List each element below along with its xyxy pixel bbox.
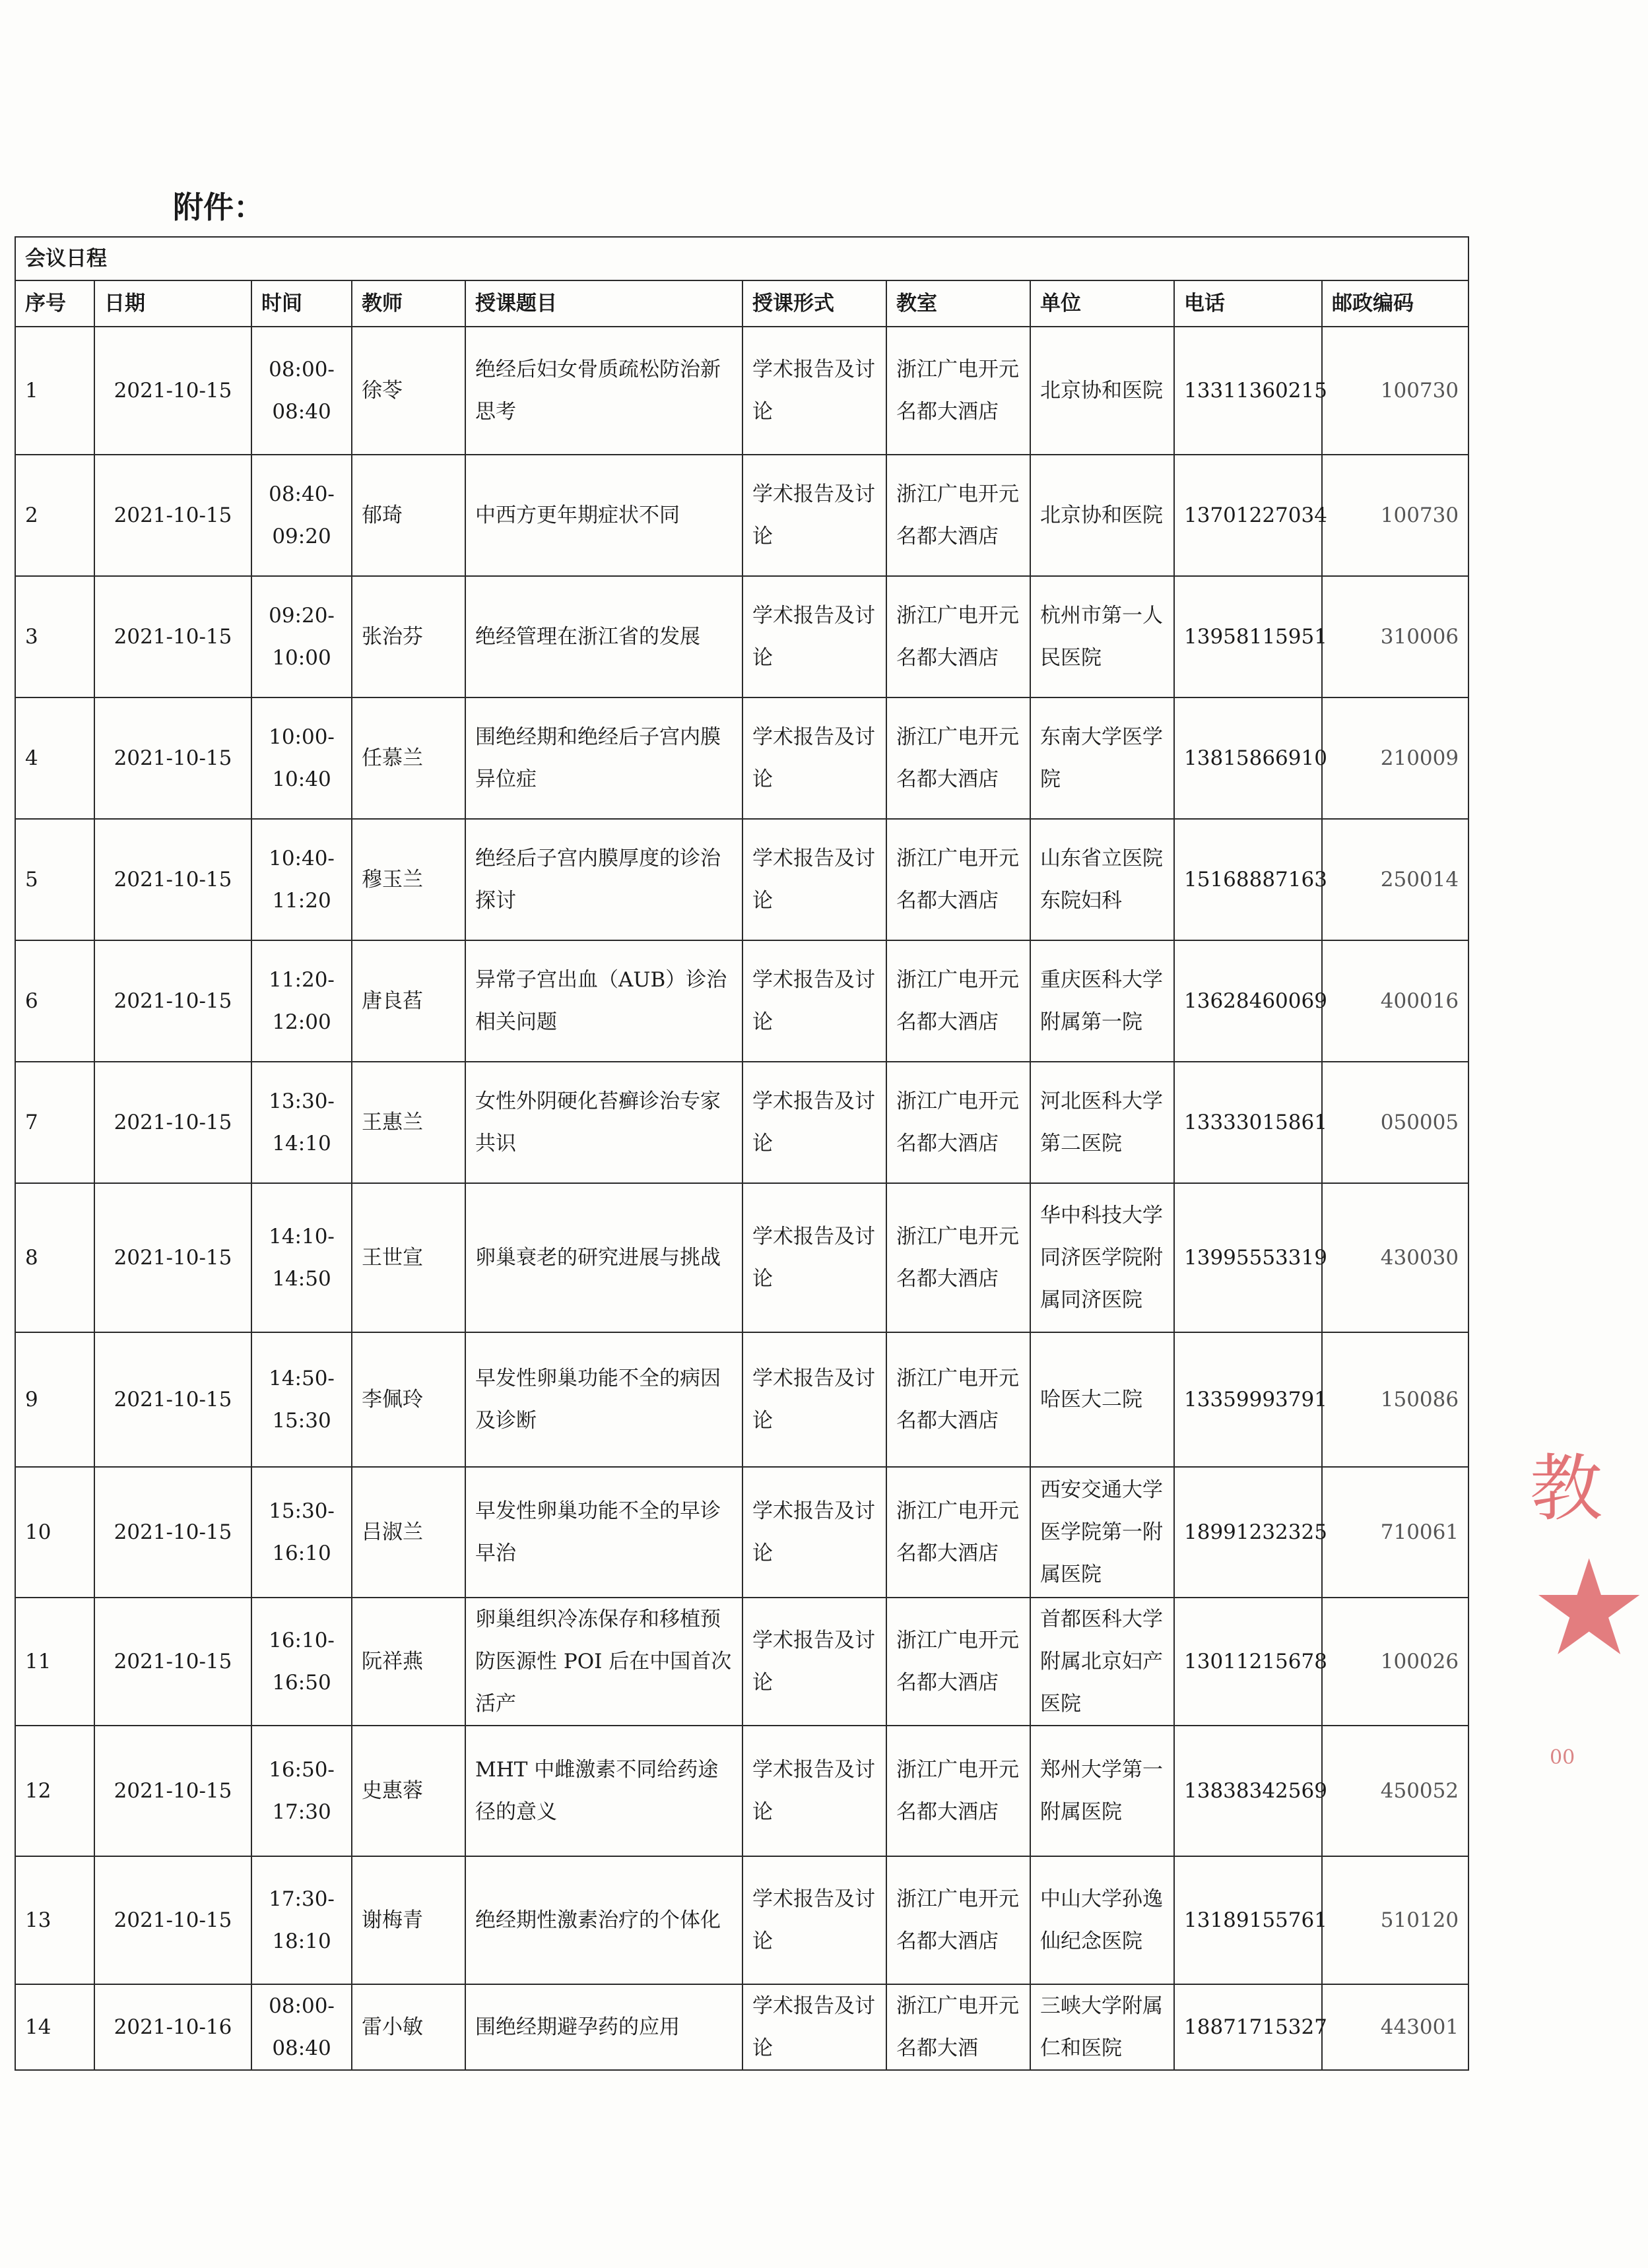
cell-phone: 15168887163	[1174, 819, 1322, 940]
cell-no: 10	[15, 1467, 94, 1598]
cell-format: 学术报告及讨论	[742, 819, 886, 940]
col-header-format: 授课形式	[742, 280, 886, 327]
col-header-no: 序号	[15, 280, 94, 327]
cell-no: 5	[15, 819, 94, 940]
cell-date: 2021-10-15	[94, 1726, 251, 1856]
red-seal-stamp	[1530, 1431, 1648, 1800]
table-row	[15, 576, 1468, 697]
table-row	[15, 1062, 1468, 1183]
col-header-phone: 电话	[1174, 280, 1322, 327]
cell-no: 1	[15, 327, 94, 455]
cell-phone: 13333015861	[1174, 1062, 1322, 1183]
cell-topic: 早发性卵巢功能不全的早诊早治	[465, 1467, 742, 1598]
cell-teacher: 郁琦	[352, 455, 465, 576]
cell-format: 学术报告及讨论	[742, 1856, 886, 1984]
cell-time: 16:10-16:50	[251, 1598, 352, 1726]
header-row	[15, 280, 1468, 327]
cell-zip: 050005	[1322, 1062, 1468, 1183]
cell-zip: 443001	[1322, 1984, 1468, 2070]
cell-date: 2021-10-15	[94, 576, 251, 697]
cell-format: 学术报告及讨论	[742, 697, 886, 819]
cell-room: 浙江广电开元名都大酒店	[886, 1467, 1030, 1598]
cell-date: 2021-10-15	[94, 1183, 251, 1332]
cell-unit: 首都医科大学附属北京妇产医院	[1030, 1598, 1174, 1726]
cell-topic: 绝经管理在浙江省的发展	[465, 576, 742, 697]
cell-teacher: 唐良萏	[352, 940, 465, 1062]
cell-room: 浙江广电开元名都大酒店	[886, 1332, 1030, 1467]
cell-unit: 北京协和医院	[1030, 327, 1174, 455]
cell-phone: 13311360215	[1174, 327, 1322, 455]
cell-zip: 150086	[1322, 1332, 1468, 1467]
table-row	[15, 940, 1468, 1062]
cell-room: 浙江广电开元名都大酒店	[886, 940, 1030, 1062]
col-header-teacher: 教师	[352, 280, 465, 327]
cell-date: 2021-10-15	[94, 697, 251, 819]
cell-date: 2021-10-15	[94, 1598, 251, 1726]
cell-zip: 510120	[1322, 1856, 1468, 1984]
col-header-room: 教室	[886, 280, 1030, 327]
schedule-table	[15, 236, 1469, 2071]
cell-topic: 女性外阴硬化苔癣诊治专家共识	[465, 1062, 742, 1183]
cell-phone: 13359993791	[1174, 1332, 1322, 1467]
table-row	[15, 1598, 1468, 1726]
table-row	[15, 1467, 1468, 1598]
cell-format: 学术报告及讨论	[742, 327, 886, 455]
cell-no: 3	[15, 576, 94, 697]
cell-topic: 异常子宫出血（AUB）诊治相关问题	[465, 940, 742, 1062]
cell-date: 2021-10-15	[94, 1467, 251, 1598]
cell-unit: 重庆医科大学附属第一院	[1030, 940, 1174, 1062]
cell-time: 11:20-12:00	[251, 940, 352, 1062]
cell-teacher: 李佩玲	[352, 1332, 465, 1467]
cell-no: 13	[15, 1856, 94, 1984]
cell-teacher: 吕淑兰	[352, 1467, 465, 1598]
cell-date: 2021-10-15	[94, 327, 251, 455]
cell-unit: 华中科技大学同济医学院附属同济医院	[1030, 1183, 1174, 1332]
col-header-time: 时间	[251, 280, 352, 327]
cell-no: 8	[15, 1183, 94, 1332]
table-row	[15, 819, 1468, 940]
cell-format: 学术报告及讨论	[742, 1467, 886, 1598]
cell-unit: 西安交通大学医学院第一附属医院	[1030, 1467, 1174, 1598]
cell-room: 浙江广电开元名都大酒店	[886, 1856, 1030, 1984]
cell-unit: 山东省立医院东院妇科	[1030, 819, 1174, 940]
cell-zip: 250014	[1322, 819, 1468, 940]
cell-room: 浙江广电开元名都大酒店	[886, 455, 1030, 576]
cell-time: 08:40-09:20	[251, 455, 352, 576]
cell-topic: 早发性卵巢功能不全的病因及诊断	[465, 1332, 742, 1467]
cell-teacher: 雷小敏	[352, 1984, 465, 2070]
cell-time: 15:30-16:10	[251, 1467, 352, 1598]
cell-format: 学术报告及讨论	[742, 1726, 886, 1856]
cell-phone: 13011215678	[1174, 1598, 1322, 1726]
cell-format: 学术报告及讨论	[742, 1332, 886, 1467]
cell-zip: 210009	[1322, 697, 1468, 819]
cell-no: 7	[15, 1062, 94, 1183]
table-title: 会议日程	[15, 237, 1468, 280]
cell-teacher: 徐苓	[352, 327, 465, 455]
cell-zip: 100026	[1322, 1598, 1468, 1726]
table-row	[15, 455, 1468, 576]
cell-room: 浙江广电开元名都大酒店	[886, 697, 1030, 819]
cell-phone: 18871715327	[1174, 1984, 1322, 2070]
cell-time: 14:50-15:30	[251, 1332, 352, 1467]
table-row	[15, 1332, 1468, 1467]
cell-unit: 哈医大二院	[1030, 1332, 1174, 1467]
cell-no: 14	[15, 1984, 94, 2070]
cell-room: 浙江广电开元名都大酒店	[886, 819, 1030, 940]
cell-date: 2021-10-15	[94, 940, 251, 1062]
stamp-digits: 00	[1550, 1746, 1575, 1769]
cell-no: 2	[15, 455, 94, 576]
cell-unit: 杭州市第一人民医院	[1030, 576, 1174, 697]
cell-time: 08:00-08:40	[251, 327, 352, 455]
cell-date: 2021-10-16	[94, 1984, 251, 2070]
cell-topic: 卵巢衰老的研究进展与挑战	[465, 1183, 742, 1332]
cell-time: 17:30-18:10	[251, 1856, 352, 1984]
cell-topic: 绝经后子宫内膜厚度的诊治探讨	[465, 819, 742, 940]
cell-no: 4	[15, 697, 94, 819]
table-body	[15, 327, 1468, 2070]
cell-teacher: 史惠蓉	[352, 1726, 465, 1856]
cell-room: 浙江广电开元名都大酒店	[886, 576, 1030, 697]
cell-room: 浙江广电开元名都大酒店	[886, 327, 1030, 455]
cell-zip: 400016	[1322, 940, 1468, 1062]
cell-topic: 绝经期性激素治疗的个体化	[465, 1856, 742, 1984]
table-row	[15, 697, 1468, 819]
cell-phone: 18991232325	[1174, 1467, 1322, 1598]
cell-time: 13:30-14:10	[251, 1062, 352, 1183]
cell-teacher: 王惠兰	[352, 1062, 465, 1183]
cell-unit: 中山大学孙逸仙纪念医院	[1030, 1856, 1174, 1984]
cell-phone: 13815866910	[1174, 697, 1322, 819]
cell-phone: 13701227034	[1174, 455, 1322, 576]
cell-room: 浙江广电开元名都大酒店	[886, 1598, 1030, 1726]
cell-phone: 13189155761	[1174, 1856, 1322, 1984]
table-row	[15, 327, 1468, 455]
cell-unit: 北京协和医院	[1030, 455, 1174, 576]
cell-phone: 13628460069	[1174, 940, 1322, 1062]
cell-room: 浙江广电开元名都大酒	[886, 1984, 1030, 2070]
cell-date: 2021-10-15	[94, 1332, 251, 1467]
col-header-topic: 授课题目	[465, 280, 742, 327]
cell-topic: MHT 中雌激素不同给药途径的意义	[465, 1726, 742, 1856]
cell-zip: 430030	[1322, 1183, 1468, 1332]
cell-format: 学术报告及讨论	[742, 940, 886, 1062]
cell-no: 11	[15, 1598, 94, 1726]
cell-topic: 卵巢组织冷冻保存和移植预防医源性 POI 后在中国首次活产	[465, 1598, 742, 1726]
cell-format: 学术报告及讨论	[742, 1062, 886, 1183]
cell-format: 学术报告及讨论	[742, 1598, 886, 1726]
table-row	[15, 1856, 1468, 1984]
cell-format: 学术报告及讨论	[742, 576, 886, 697]
cell-zip: 100730	[1322, 455, 1468, 576]
cell-time: 10:00-10:40	[251, 697, 352, 819]
cell-date: 2021-10-15	[94, 455, 251, 576]
attachment-label: 附件：	[173, 189, 264, 225]
cell-teacher: 张治芬	[352, 576, 465, 697]
cell-unit: 三峡大学附属仁和医院	[1030, 1984, 1174, 2070]
cell-date: 2021-10-15	[94, 1856, 251, 1984]
cell-teacher: 阮祥燕	[352, 1598, 465, 1726]
table-row	[15, 1726, 1468, 1856]
cell-room: 浙江广电开元名都大酒店	[886, 1726, 1030, 1856]
cell-unit: 东南大学医学院	[1030, 697, 1174, 819]
cell-date: 2021-10-15	[94, 819, 251, 940]
cell-teacher: 王世宣	[352, 1183, 465, 1332]
cell-phone: 13838342569	[1174, 1726, 1322, 1856]
cell-teacher: 穆玉兰	[352, 819, 465, 940]
cell-topic: 绝经后妇女骨质疏松防治新思考	[465, 327, 742, 455]
cell-no: 6	[15, 940, 94, 1062]
cell-phone: 13995553319	[1174, 1183, 1322, 1332]
cell-zip: 710061	[1322, 1467, 1468, 1598]
cell-unit: 郑州大学第一附属医院	[1030, 1726, 1174, 1856]
cell-time: 10:40-11:20	[251, 819, 352, 940]
cell-time: 14:10-14:50	[251, 1183, 352, 1332]
cell-format: 学术报告及讨论	[742, 455, 886, 576]
cell-phone: 13958115951	[1174, 576, 1322, 697]
table-row	[15, 1183, 1468, 1332]
cell-unit: 河北医科大学第二医院	[1030, 1062, 1174, 1183]
cell-time: 08:00-08:40	[251, 1984, 352, 2070]
star-icon: ★	[1530, 1532, 1648, 1685]
cell-zip: 100730	[1322, 327, 1468, 455]
cell-no: 9	[15, 1332, 94, 1467]
cell-time: 09:20-10:00	[251, 576, 352, 697]
col-header-zip: 邮政编码	[1322, 280, 1468, 327]
cell-format: 学术报告及讨论	[742, 1183, 886, 1332]
cell-teacher: 谢梅青	[352, 1856, 465, 1984]
cell-no: 12	[15, 1726, 94, 1856]
cell-topic: 围绝经期避孕药的应用	[465, 1984, 742, 2070]
cell-time: 16:50-17:30	[251, 1726, 352, 1856]
cell-teacher: 任慕兰	[352, 697, 465, 819]
cell-topic: 中西方更年期症状不同	[465, 455, 742, 576]
cell-date: 2021-10-15	[94, 1062, 251, 1183]
col-header-date: 日期	[94, 280, 251, 327]
cell-zip: 310006	[1322, 576, 1468, 697]
cell-room: 浙江广电开元名都大酒店	[886, 1062, 1030, 1183]
col-header-unit: 单位	[1030, 280, 1174, 327]
cell-room: 浙江广电开元名都大酒店	[886, 1183, 1030, 1332]
cell-zip: 450052	[1322, 1726, 1468, 1856]
cell-topic: 围绝经期和绝经后子宫内膜异位症	[465, 697, 742, 819]
stamp-char: 教	[1530, 1446, 1602, 1531]
cell-format: 学术报告及讨论	[742, 1984, 886, 2070]
table-row	[15, 1984, 1468, 2070]
